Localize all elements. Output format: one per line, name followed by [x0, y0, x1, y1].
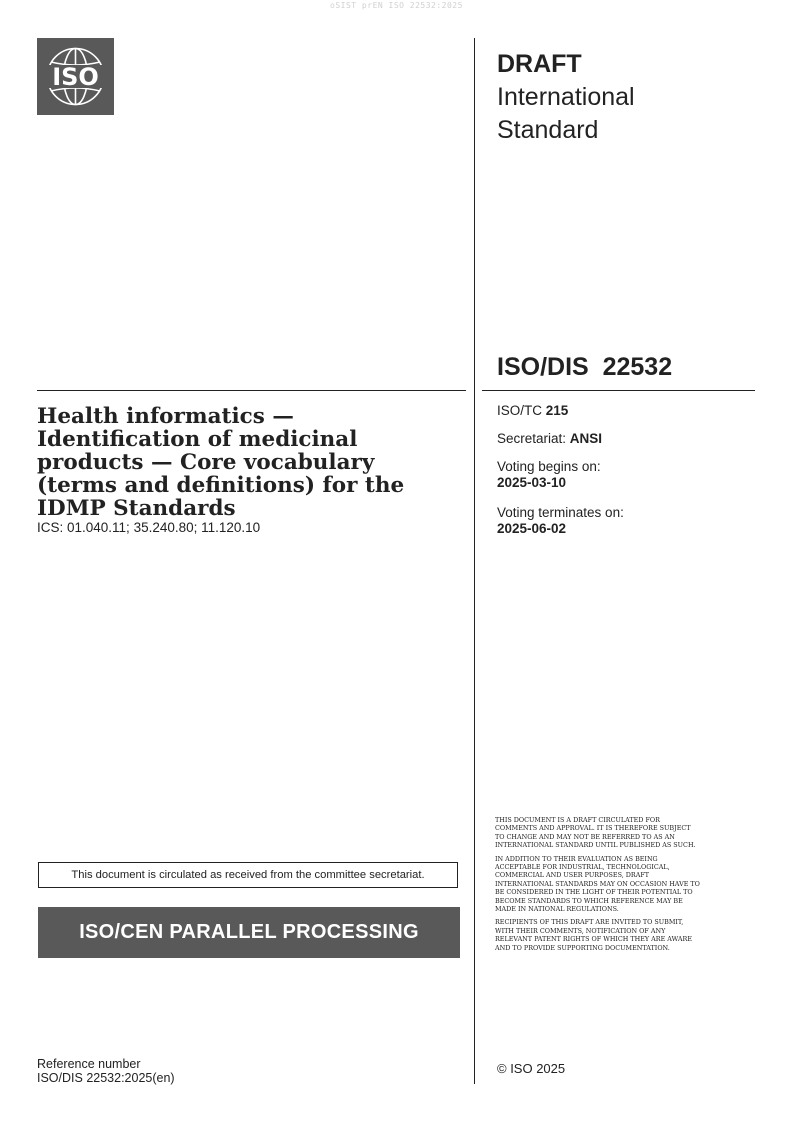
technical-committee — [497, 403, 568, 419]
secretariat-value: ANSI — [569, 431, 603, 446]
voting-terminates-label: Voting terminates on: — [497, 505, 624, 520]
tc-value: 215 — [545, 403, 569, 418]
disclaimer-paragraph: IN ADDITION TO THEIR EVALUATION AS BEING ACCEPTABLE FOR INDUSTRIAL, TECHNOLOGICAL, COMMERCIAL AND USER PURPOSES, DRAFT INTERNATIONAL STANDARDS MAY ON OCCASION HAVE TO BE CONSIDERED IN THE LIGHT OF THEIR POTENTIAL TO BECOME STANDARDS TO WHICH REFERENCE MAY BE MADE IN NATIONAL REGULATIONS. — [495, 854, 700, 914]
secretariat-label: Secretariat: — [497, 431, 570, 446]
voting-begins-date: 2025-03-10 — [497, 475, 567, 490]
right-rule — [482, 390, 755, 391]
document-number: ISO/DIS 22532 — [497, 353, 673, 381]
iso-globe-logo-icon — [37, 38, 114, 115]
secretariat — [497, 431, 602, 447]
draft-disclaimer — [495, 816, 700, 957]
voting-terminates — [497, 505, 624, 537]
standard-label: Standard — [497, 116, 599, 144]
draft-label: DRAFT — [497, 50, 582, 78]
reference-label: Reference number — [37, 1057, 141, 1071]
voting-begins-label: Voting begins on: — [497, 459, 601, 474]
parallel-processing-banner: ISO/CEN PARALLEL PROCESSING — [38, 907, 460, 958]
reference-number — [37, 1058, 175, 1085]
copyright: © ISO 2025 — [497, 1061, 566, 1076]
disclaimer-paragraph: RECIPIENTS OF THIS DRAFT ARE INVITED TO SUBMIT, WITH THEIR COMMENTS, NOTIFICATION OF ANY RELEVANT PATENT RIGHTS OF WHICH THEY ARE AWARE AND TO PROVIDE SUPPORTING DOCUMENTATION. — [495, 918, 692, 952]
tc-label: ISO/TC — [497, 403, 546, 418]
document-title: Health informatics — Identification of medicinal products — Core vocabulary (terms and definitions) for the IDMP Standards — [37, 404, 405, 521]
disclaimer-paragraph: THIS DOCUMENT IS A DRAFT CIRCULATED FOR COMMENTS AND APPROVAL. IT IS THEREFORE SUBJECT TO CHANGE AND MAY NOT BE REFERRED TO AS AN INTERNATIONAL STANDARD UNTIL PUBLISHED AS SUCH. — [495, 816, 696, 850]
left-rule — [37, 390, 466, 391]
watermark: oSIST prEN ISO 22532:2025 — [330, 1, 463, 10]
circulation-notice: This document is circulated as received from the committee secretariat. — [38, 862, 458, 888]
reference-value: ISO/DIS 22532:2025(en) — [37, 1070, 175, 1085]
voting-terminates-date: 2025-06-02 — [497, 521, 567, 536]
voting-begins — [497, 459, 601, 491]
international-label: International — [497, 83, 635, 111]
ics-codes: ICS: 01.040.11; 35.240.80; 11.120.10 — [37, 520, 261, 535]
column-divider — [474, 38, 475, 1084]
logo-text: ISO — [52, 63, 99, 91]
document-type-heading — [497, 48, 635, 147]
